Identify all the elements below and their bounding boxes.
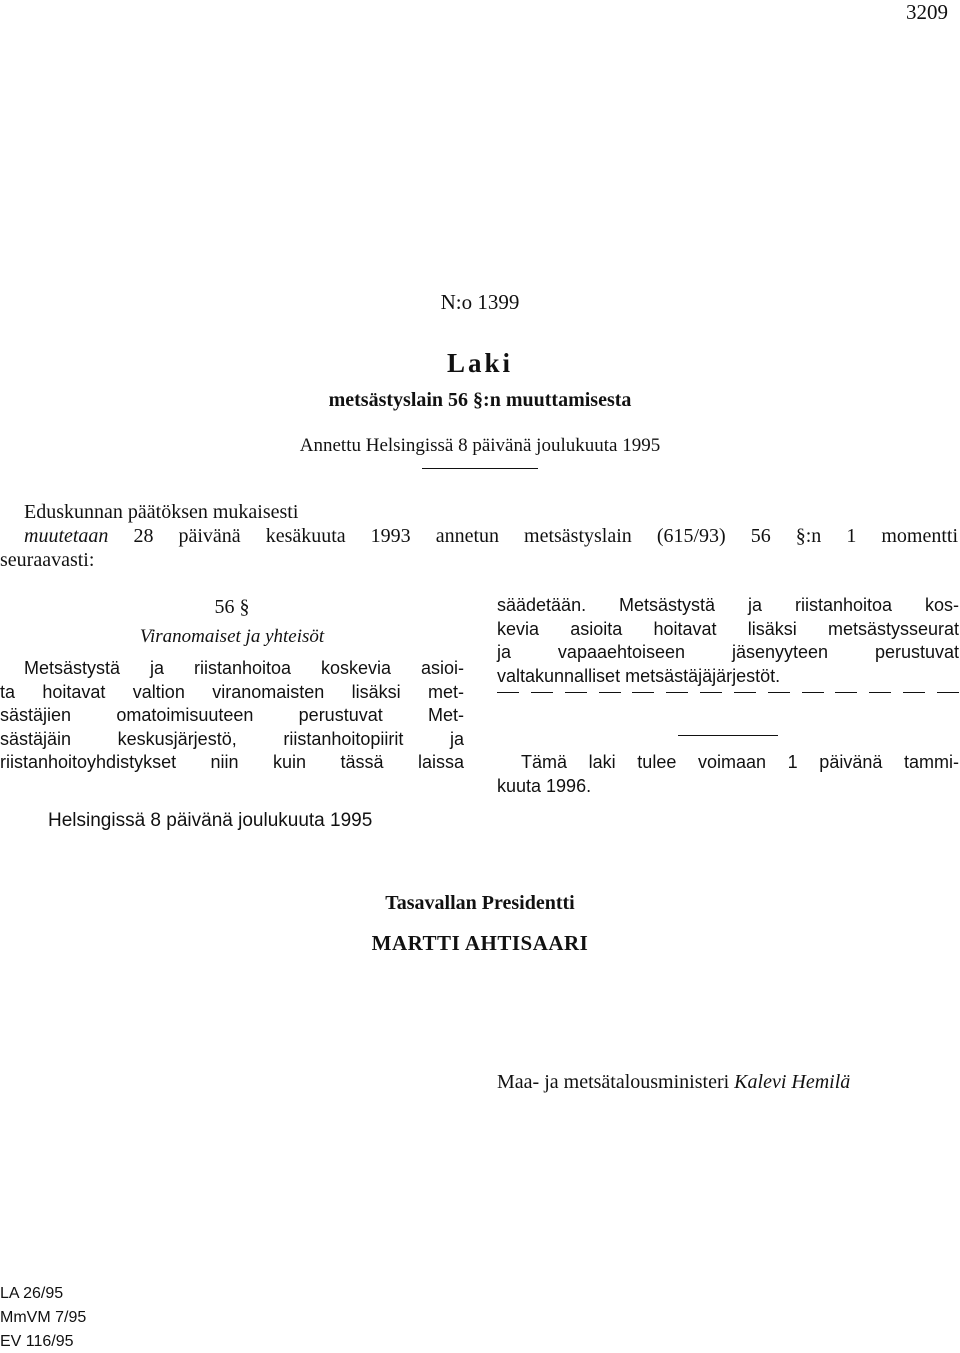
signature-place-date: Helsingissä 8 päivänä joulukuuta 1995 [48, 810, 373, 831]
given-date-line: Annettu Helsingissä 8 päivänä joulukuuta 1995 [299, 435, 661, 456]
minister-signature [497, 1071, 850, 1094]
omission-dash [565, 692, 587, 693]
title-separator-rule [422, 468, 538, 469]
amendment-text: 28 päivänä kesäkuuta 1993 annetun metsästyslain (615/93) 56 §:n 1 momentti [108, 525, 958, 547]
omission-dash [632, 692, 654, 693]
reference-committee-mmvm: MmVM 7/95 [0, 1309, 87, 1326]
omission-dash [768, 692, 790, 693]
reference-parliament-reply: EV 116/95 [0, 1333, 74, 1350]
section-text-line: sästäjien omatoimisuuteen perustuvat Met- [0, 705, 464, 726]
section-text-line: Metsästystä ja riistanhoitoa koskevia asioi- [24, 658, 464, 678]
omission-dash [531, 692, 553, 693]
omission-dash [497, 692, 519, 693]
minister-name: Kalevi Hemilä [734, 1071, 851, 1093]
section-text-right-column [497, 594, 959, 688]
entry-into-force-line: kuuta 1996. [497, 775, 592, 796]
section-text-line: valtakunnalliset metsästäjäjärjestöt. [497, 665, 781, 686]
omission-dash [734, 692, 756, 693]
president-title: Tasavallan Presidentti [385, 892, 575, 914]
omission-dash [835, 692, 857, 693]
omission-dash [700, 692, 722, 693]
document-number: N:o 1399 [440, 290, 520, 314]
entry-into-force-line: Tämä laki tulee voimaan 1 päivänä tammi- [521, 752, 959, 772]
omission-dash [869, 692, 891, 693]
amendment-clause [24, 525, 958, 548]
section-text-line: ta hoitavat valtion viranomaisten lisäksi met- [0, 681, 464, 702]
omission-dash [599, 692, 621, 693]
omission-dash [802, 692, 824, 693]
entry-into-force-paragraph [497, 751, 959, 798]
president-name: MARTTI AHTISAARI [371, 931, 589, 955]
law-subtitle: metsästyslain 56 §:n muuttamisesta [328, 389, 632, 411]
omission-dash [903, 692, 925, 693]
law-title: Laki [446, 348, 514, 378]
section-heading: Viranomaiset ja yhteisöt [139, 626, 325, 647]
section-text-line: säädetään. Metsästystä ja riistanhoitoa kos- [497, 595, 959, 615]
section-number: 56 § [214, 596, 250, 618]
reference-committee-report: LA 26/95 [0, 1285, 64, 1302]
amendment-verb: muutetaan [24, 525, 109, 547]
section-text-left-column [0, 657, 464, 775]
omission-dash [937, 692, 959, 693]
page-number: 3209 [906, 0, 948, 24]
enactment-clause: Eduskunnan päätöksen mukaisesti [24, 501, 299, 523]
minister-title: Maa- ja metsätalousministeri [497, 1071, 735, 1093]
section-text-line: riistanhoitoyhdistykset niin kuin tässä laissa [0, 752, 464, 773]
section-end-rule [678, 735, 778, 736]
omission-dash [666, 692, 688, 693]
section-text-line: kevia asioita hoitavat lisäksi metsästysseurat [497, 618, 959, 639]
amendment-continuation: seuraavasti: [0, 549, 95, 571]
section-text-line: sästäjäin keskusjärjestö, riistanhoitopiirit ja [0, 728, 464, 749]
omitted-text-dash-row [497, 692, 959, 693]
section-text-line: ja vapaaehtoiseen jäsenyyteen perustuvat [497, 642, 959, 663]
